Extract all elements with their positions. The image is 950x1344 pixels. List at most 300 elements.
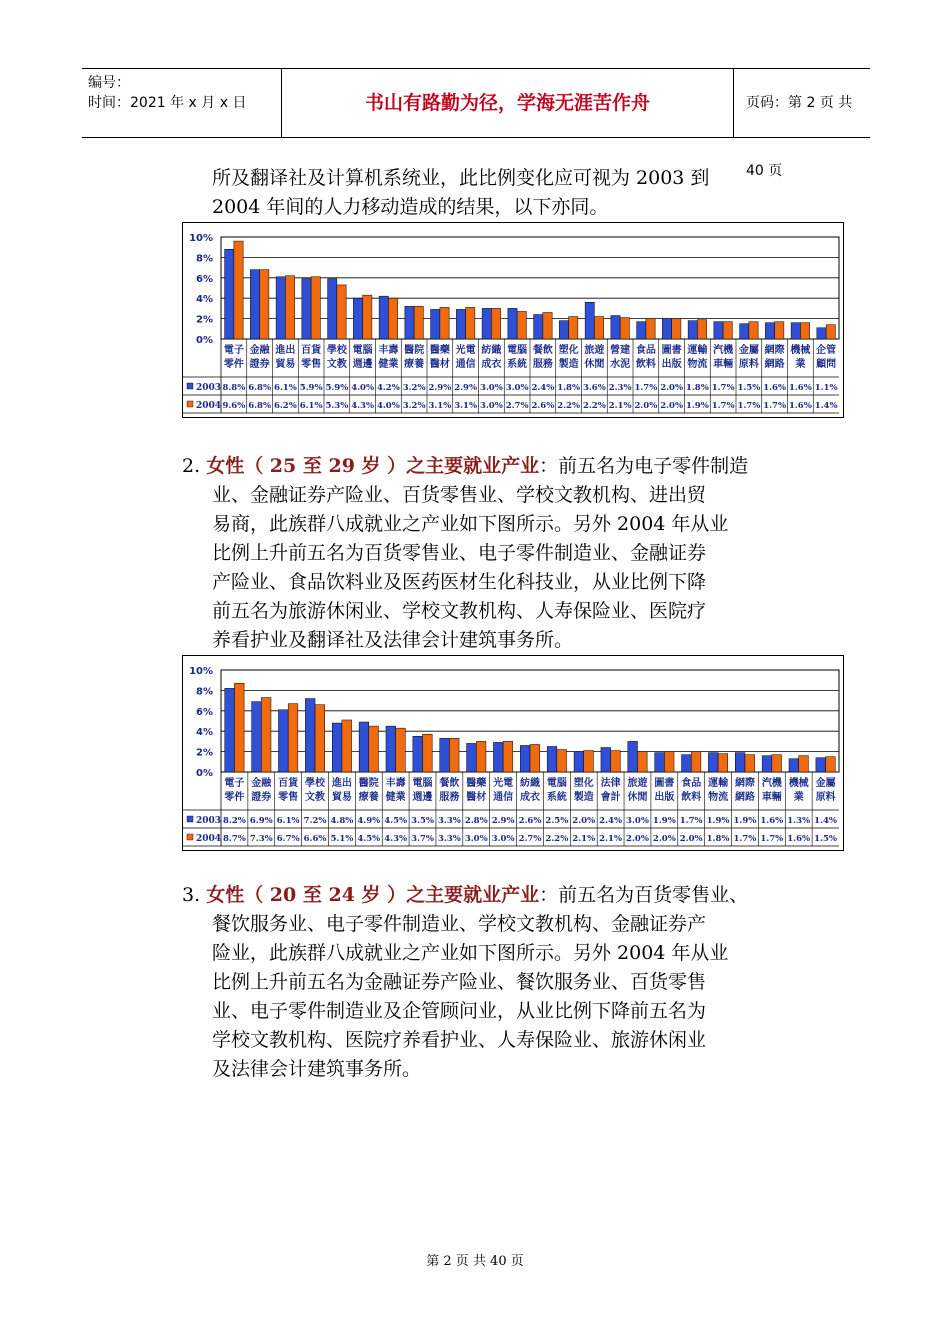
legend-swatch-2003 xyxy=(187,816,193,822)
data-label: 4.3% xyxy=(351,401,375,411)
bar-2003 xyxy=(637,322,646,339)
data-label: 4.8% xyxy=(330,816,354,826)
data-label: 1.8% xyxy=(706,834,730,844)
y-tick-label: 10% xyxy=(189,233,213,244)
data-label: 4.5% xyxy=(384,816,408,826)
intro-line: 所及翻译社及计算机系统业，此比例变化应可视为 2003 到 xyxy=(212,167,710,189)
data-label: 4.3% xyxy=(384,834,408,844)
data-label: 1.6% xyxy=(788,383,812,393)
category-label: 通信 xyxy=(493,792,514,803)
y-tick-label: 4% xyxy=(196,294,213,306)
category-label: 證券 xyxy=(249,359,270,370)
intro-line: 2004 年间的人力移动造成的结果，以下亦同。 xyxy=(212,196,609,218)
data-label: 3.3% xyxy=(437,834,461,844)
section-3-line: ：前五名为百货零售业、 xyxy=(539,884,749,906)
category-label: 休閒 xyxy=(627,792,648,803)
bar-2003 xyxy=(574,752,584,772)
data-label: 4.5% xyxy=(357,834,381,844)
data-label: 1.7% xyxy=(733,834,757,844)
category-label: 金融 xyxy=(249,345,270,356)
bar-2003 xyxy=(493,742,503,772)
category-label: 物流 xyxy=(708,792,729,803)
data-label: 2.7% xyxy=(518,834,542,844)
category-label: 休閒 xyxy=(584,359,605,370)
category-label: 企管 xyxy=(816,345,837,356)
category-label: 丰壽 xyxy=(378,345,399,356)
section-3-line: 比例上升前五名为金融证券产险业、餐饮服务业、百货零售 xyxy=(212,971,707,993)
data-label: 2.4% xyxy=(599,816,623,826)
category-label: 法律 xyxy=(600,778,621,789)
bar-2003 xyxy=(332,723,342,772)
category-label: 汽機 xyxy=(713,345,734,356)
bar-2003 xyxy=(276,277,285,339)
category-label: 電腦 xyxy=(546,778,567,789)
data-label: 2.0% xyxy=(660,383,684,393)
bar-2004 xyxy=(543,312,552,339)
bar-2003 xyxy=(440,738,450,772)
y-tick-label: 10% xyxy=(189,666,213,677)
data-label: 2.0% xyxy=(572,816,596,826)
y-tick-label: 2% xyxy=(196,747,213,759)
category-label: 療養 xyxy=(358,792,379,803)
data-label: 2.2% xyxy=(545,834,569,844)
bar-2003 xyxy=(305,699,315,772)
data-label: 1.9% xyxy=(652,816,676,826)
category-label: 文教 xyxy=(305,792,326,803)
y-tick-label: 6% xyxy=(196,273,213,285)
data-label: 1.4% xyxy=(814,401,838,411)
bar-2004 xyxy=(569,317,578,339)
page-footer: 第 2 页 共 40 页 xyxy=(426,1254,524,1269)
category-label: 網路 xyxy=(734,792,755,803)
bar-2004 xyxy=(691,752,701,772)
section-2-line: 产险业、食品饮料业及医药医材生化科技业，从业比例下降 xyxy=(212,571,707,593)
category-label: 出版 xyxy=(661,359,682,370)
legend-swatch-2004 xyxy=(187,401,193,407)
bar-2004 xyxy=(799,756,809,772)
data-label: 4.2% xyxy=(376,383,400,393)
bar-2003 xyxy=(789,759,799,772)
legend-swatch-2004 xyxy=(187,834,193,840)
data-label: 1.5% xyxy=(814,834,838,844)
category-label: 食品 xyxy=(635,345,656,356)
category-label: 醫材 xyxy=(466,792,487,803)
bar-2003 xyxy=(547,747,557,773)
category-label: 汽機 xyxy=(761,778,782,789)
data-label: 2.9% xyxy=(454,383,478,393)
category-label: 塑化 xyxy=(558,345,579,356)
bar-2003 xyxy=(559,321,568,339)
category-label: 醫院 xyxy=(358,778,379,789)
bar-2003 xyxy=(534,315,543,339)
bar-2004 xyxy=(637,752,647,772)
bar-2004 xyxy=(664,752,674,772)
data-label: 2.5% xyxy=(545,816,569,826)
data-label: 7.3% xyxy=(249,834,273,844)
chart-1-svg xyxy=(183,223,843,417)
y-tick-label: 0% xyxy=(196,768,213,779)
data-label: 6.7% xyxy=(276,834,300,844)
data-label: 3.0% xyxy=(464,834,488,844)
category-label: 餐飲 xyxy=(439,778,460,789)
header-motto: 书山有路勤为径，学海无涯苦作舟 xyxy=(282,69,734,137)
data-label: 2.0% xyxy=(652,834,676,844)
category-label: 療養 xyxy=(404,359,425,370)
data-label: 2.0% xyxy=(634,401,658,411)
category-label: 貿易 xyxy=(331,792,352,803)
data-label: 2.9% xyxy=(491,816,515,826)
section-3-body xyxy=(182,910,802,1084)
data-label: 4.9% xyxy=(357,816,381,826)
category-label: 運輸 xyxy=(708,778,729,789)
category-label: 學校 xyxy=(305,778,326,789)
bar-2003 xyxy=(379,296,388,339)
bar-2004 xyxy=(517,311,526,339)
data-label: 1.7% xyxy=(737,401,761,411)
section-2-line: 养看护业及翻译社及法律会计建筑事务所。 xyxy=(212,629,574,651)
data-label: 2.9% xyxy=(428,383,452,393)
chart-2-svg xyxy=(183,656,843,850)
category-label: 旅遊 xyxy=(627,778,648,789)
category-label: 圖書 xyxy=(661,345,682,356)
section-2-line: 业、金融证券产险业、百货零售业、学校文教机构、进出贸 xyxy=(212,484,707,506)
data-label: 5.9% xyxy=(299,383,323,393)
data-label: 2.7% xyxy=(505,401,529,411)
section-2-line: ：前五名为电子零件制造 xyxy=(539,455,749,477)
bar-2004 xyxy=(414,306,423,339)
bar-2004 xyxy=(718,754,728,772)
chart-2 xyxy=(182,655,844,851)
category-label: 會計 xyxy=(600,792,621,803)
category-label: 丰壽 xyxy=(385,778,406,789)
data-label: 5.9% xyxy=(325,383,349,393)
bar-2003 xyxy=(601,748,611,772)
data-label: 1.3% xyxy=(787,816,811,826)
data-label: 2.1% xyxy=(572,834,596,844)
bar-2004 xyxy=(342,720,352,772)
data-label: 1.7% xyxy=(634,383,658,393)
bar-2003 xyxy=(585,302,594,339)
data-label: 6.8% xyxy=(248,383,272,393)
section-3-line: 学校文教机构、医院疗养看护业、人寿保险业、旅游休闲业 xyxy=(212,1029,707,1051)
bar-2003 xyxy=(816,758,826,772)
bar-2003 xyxy=(708,753,718,772)
bar-2004 xyxy=(745,755,755,772)
category-label: 飲料 xyxy=(635,359,656,370)
category-label: 金屬 xyxy=(738,345,759,356)
header-page-label: 页码：第 2 页 共 40 页 xyxy=(746,95,853,179)
data-label: 2.0% xyxy=(626,834,649,844)
category-label: 光電 xyxy=(455,345,476,356)
section-2-line: 比例上升前五名为百货零售业、电子零件制造业、金融证券 xyxy=(212,542,707,564)
category-label: 飲料 xyxy=(681,792,702,803)
bar-2003 xyxy=(250,270,259,339)
data-label: 6.8% xyxy=(248,401,272,411)
data-label: 1.1% xyxy=(814,383,838,393)
data-label: 1.9% xyxy=(706,816,730,826)
category-label: 金融 xyxy=(251,778,272,789)
section-3-line: 及法律会计建筑事务所。 xyxy=(212,1058,422,1080)
section-2-line: 前五名为旅游休闲业、学校文教机构、人寿保险业、医院疗 xyxy=(212,600,707,622)
category-label: 餐飲 xyxy=(532,345,553,356)
data-label: 1.6% xyxy=(787,834,811,844)
bar-2004 xyxy=(584,751,594,772)
category-label: 文教 xyxy=(326,359,347,370)
category-label: 貿易 xyxy=(275,359,296,370)
data-label: 2.0% xyxy=(660,401,684,411)
bar-2004 xyxy=(449,738,459,772)
category-label: 塑化 xyxy=(573,778,594,789)
bar-2004 xyxy=(611,751,621,772)
bar-2004 xyxy=(491,308,500,339)
bar-2003 xyxy=(225,249,234,339)
bar-2003 xyxy=(225,688,235,772)
category-label: 食品 xyxy=(681,778,702,789)
category-label: 健業 xyxy=(385,792,406,803)
bar-2004 xyxy=(672,319,681,339)
data-label: 2.0% xyxy=(679,834,703,844)
data-label: 1.8% xyxy=(685,383,709,393)
data-label: 1.6% xyxy=(788,401,812,411)
category-label: 營建 xyxy=(610,345,631,356)
category-label: 光電 xyxy=(493,778,514,789)
bar-2003 xyxy=(762,756,772,772)
category-label: 成衣 xyxy=(520,792,540,803)
category-label: 圖書 xyxy=(654,778,675,789)
data-label: 6.9% xyxy=(249,816,273,826)
bar-2003 xyxy=(611,316,620,339)
category-label: 健業 xyxy=(378,359,399,370)
section-2-heading: 女性（ 25 至 29 岁 ）之主要就业产业 xyxy=(206,455,540,477)
data-label: 2.4% xyxy=(531,383,555,393)
bar-2004 xyxy=(234,241,243,339)
data-label: 1.7% xyxy=(711,401,735,411)
category-label: 醫藥 xyxy=(466,778,487,789)
bar-2004 xyxy=(530,744,540,772)
category-label: 物流 xyxy=(687,359,708,370)
bar-2003 xyxy=(740,324,749,339)
data-label: 3.7% xyxy=(411,834,434,844)
section-3-number: 3. xyxy=(182,884,201,906)
category-label: 金屬 xyxy=(815,778,836,789)
category-label: 業 xyxy=(795,359,806,370)
data-label: 7.2% xyxy=(303,816,327,826)
data-label: 3.2% xyxy=(402,383,426,393)
data-label: 4.0% xyxy=(376,401,400,411)
category-label: 業 xyxy=(793,792,804,803)
category-label: 原料 xyxy=(738,359,759,370)
data-label: 1.7% xyxy=(679,816,703,826)
category-label: 電子 xyxy=(223,345,244,356)
bar-2004 xyxy=(369,726,379,772)
bar-2004 xyxy=(723,322,732,339)
bar-2003 xyxy=(456,309,465,339)
section-2-line: 易商，此族群八成就业之产业如下图所示。另外 2004 年从业 xyxy=(212,513,729,535)
data-label: 3.6% xyxy=(582,383,606,393)
section-2-body xyxy=(182,481,802,655)
category-label: 網際 xyxy=(764,345,785,356)
data-label: 3.0% xyxy=(626,816,649,826)
y-tick-label: 0% xyxy=(196,335,213,346)
data-label: 3.1% xyxy=(428,401,452,411)
section-3-line: 业、电子零件制造业及企管顾问业，从业比例下降前五名为 xyxy=(212,1000,707,1022)
bar-2003 xyxy=(735,753,745,772)
category-label: 學校 xyxy=(326,345,347,356)
category-label: 證券 xyxy=(251,792,272,803)
bar-2004 xyxy=(620,318,629,339)
bar-2004 xyxy=(396,728,406,772)
bar-2003 xyxy=(328,279,337,339)
legend-label: 2003 xyxy=(196,383,222,393)
data-label: 5.1% xyxy=(330,834,354,844)
bar-2003 xyxy=(655,753,665,772)
bar-2003 xyxy=(791,323,800,339)
intro-paragraph xyxy=(212,164,812,222)
bar-2003 xyxy=(405,306,414,339)
category-label: 電腦 xyxy=(352,345,373,356)
section-3-line: 餐饮服务业、电子零件制造业、学校文教机构、金融证券产 xyxy=(212,913,707,935)
section-2-number: 2. xyxy=(182,455,201,477)
bar-2004 xyxy=(285,276,294,339)
bar-2003 xyxy=(467,743,477,772)
category-label: 系統 xyxy=(546,792,567,803)
data-label: 3.3% xyxy=(437,816,461,826)
data-label: 1.4% xyxy=(814,816,838,826)
category-label: 醫藥 xyxy=(429,345,450,356)
bar-2004 xyxy=(503,741,513,772)
bar-2004 xyxy=(826,757,836,772)
legend-swatch-2003 xyxy=(187,383,193,389)
category-label: 機械 xyxy=(790,345,811,356)
category-label: 進出 xyxy=(331,778,352,789)
category-label: 醫材 xyxy=(429,359,450,370)
bar-2004 xyxy=(476,741,486,772)
y-tick-label: 4% xyxy=(196,727,213,739)
bar-2003 xyxy=(765,323,774,339)
category-label: 原料 xyxy=(815,792,836,803)
bar-2003 xyxy=(482,308,491,339)
data-label: 3.5% xyxy=(411,816,434,826)
bar-2003 xyxy=(386,726,396,772)
data-label: 3.0% xyxy=(505,383,529,393)
section-3-heading: 女性（ 20 至 24 岁 ）之主要就业产业 xyxy=(206,884,540,906)
data-label: 6.1% xyxy=(276,816,300,826)
category-label: 電腦 xyxy=(412,778,433,789)
bar-2004 xyxy=(772,755,782,772)
category-label: 機械 xyxy=(788,778,809,789)
data-label: 1.8% xyxy=(557,383,581,393)
section-3-first-line xyxy=(182,881,802,910)
category-label: 紡織 xyxy=(520,778,540,789)
bar-2003 xyxy=(714,322,723,339)
category-label: 成衣 xyxy=(481,359,502,370)
data-label: 5.3% xyxy=(325,401,349,411)
bar-2004 xyxy=(826,325,835,339)
legend-label: 2004 xyxy=(196,401,222,411)
section-3-line: 险业，此族群八成就业之产业如下图所示。另外 2004 年从业 xyxy=(212,942,729,964)
legend-label: 2004 xyxy=(196,834,222,844)
data-label: 2.6% xyxy=(531,401,555,411)
data-label: 9.6% xyxy=(222,401,246,411)
bar-2003 xyxy=(682,755,692,772)
category-label: 服務 xyxy=(439,792,460,803)
data-label: 2.2% xyxy=(557,401,581,411)
category-label: 車輛 xyxy=(713,359,734,370)
bar-2003 xyxy=(353,298,362,339)
data-label: 1.7% xyxy=(763,401,787,411)
bar-2004 xyxy=(594,317,603,339)
category-label: 車輛 xyxy=(761,792,782,803)
data-label: 6.2% xyxy=(273,401,297,411)
category-label: 百貨 xyxy=(301,345,322,356)
time-label: 时间：2021 年 x 月 x 日 xyxy=(88,95,247,111)
bar-2003 xyxy=(252,702,262,772)
bar-2003 xyxy=(662,319,671,339)
category-label: 進出 xyxy=(275,345,296,356)
category-label: 網際 xyxy=(734,778,755,789)
data-label: 6.1% xyxy=(299,401,323,411)
bar-2004 xyxy=(311,277,320,339)
bar-2004 xyxy=(466,307,475,339)
bar-2004 xyxy=(315,705,325,772)
data-label: 2.1% xyxy=(599,834,623,844)
data-label: 1.6% xyxy=(760,816,784,826)
data-label: 8.2% xyxy=(222,816,246,826)
data-label: 1.7% xyxy=(711,383,735,393)
bar-2004 xyxy=(261,698,271,772)
category-label: 零件 xyxy=(223,359,244,370)
bar-2003 xyxy=(431,309,440,339)
data-label: 6.1% xyxy=(273,383,297,393)
category-label: 製造 xyxy=(573,792,594,803)
bar-2003 xyxy=(359,722,369,772)
bar-2003 xyxy=(817,328,826,339)
category-label: 零件 xyxy=(224,792,245,803)
category-label: 顧問 xyxy=(816,359,837,370)
bar-2004 xyxy=(260,270,269,339)
y-tick-label: 2% xyxy=(196,314,213,326)
data-label: 4.0% xyxy=(351,383,375,393)
category-label: 零售 xyxy=(278,792,299,803)
bar-2004 xyxy=(423,734,433,772)
category-label: 通信 xyxy=(455,359,476,370)
bar-2003 xyxy=(520,745,530,772)
number-label: 编号： xyxy=(88,75,130,91)
data-label: 3.2% xyxy=(402,401,426,411)
data-label: 2.2% xyxy=(582,401,606,411)
category-label: 百貨 xyxy=(278,778,299,789)
bar-2003 xyxy=(302,279,311,339)
chart-1 xyxy=(182,222,844,418)
category-label: 製造 xyxy=(558,359,579,370)
category-label: 旅遊 xyxy=(584,345,605,356)
data-label: 8.8% xyxy=(222,383,246,393)
data-label: 3.0% xyxy=(479,401,503,411)
category-label: 零售 xyxy=(301,359,322,370)
bar-2004 xyxy=(800,323,809,339)
category-label: 水泥 xyxy=(610,359,631,370)
bar-2004 xyxy=(388,298,397,339)
category-label: 電子 xyxy=(224,778,245,789)
bar-2004 xyxy=(697,320,706,339)
category-label: 服務 xyxy=(532,359,553,370)
bar-2004 xyxy=(234,683,244,772)
data-label: 1.7% xyxy=(760,834,784,844)
section-3 xyxy=(182,881,802,1084)
data-label: 3.0% xyxy=(479,383,503,393)
legend-label: 2003 xyxy=(196,816,222,826)
bar-2004 xyxy=(363,295,372,339)
